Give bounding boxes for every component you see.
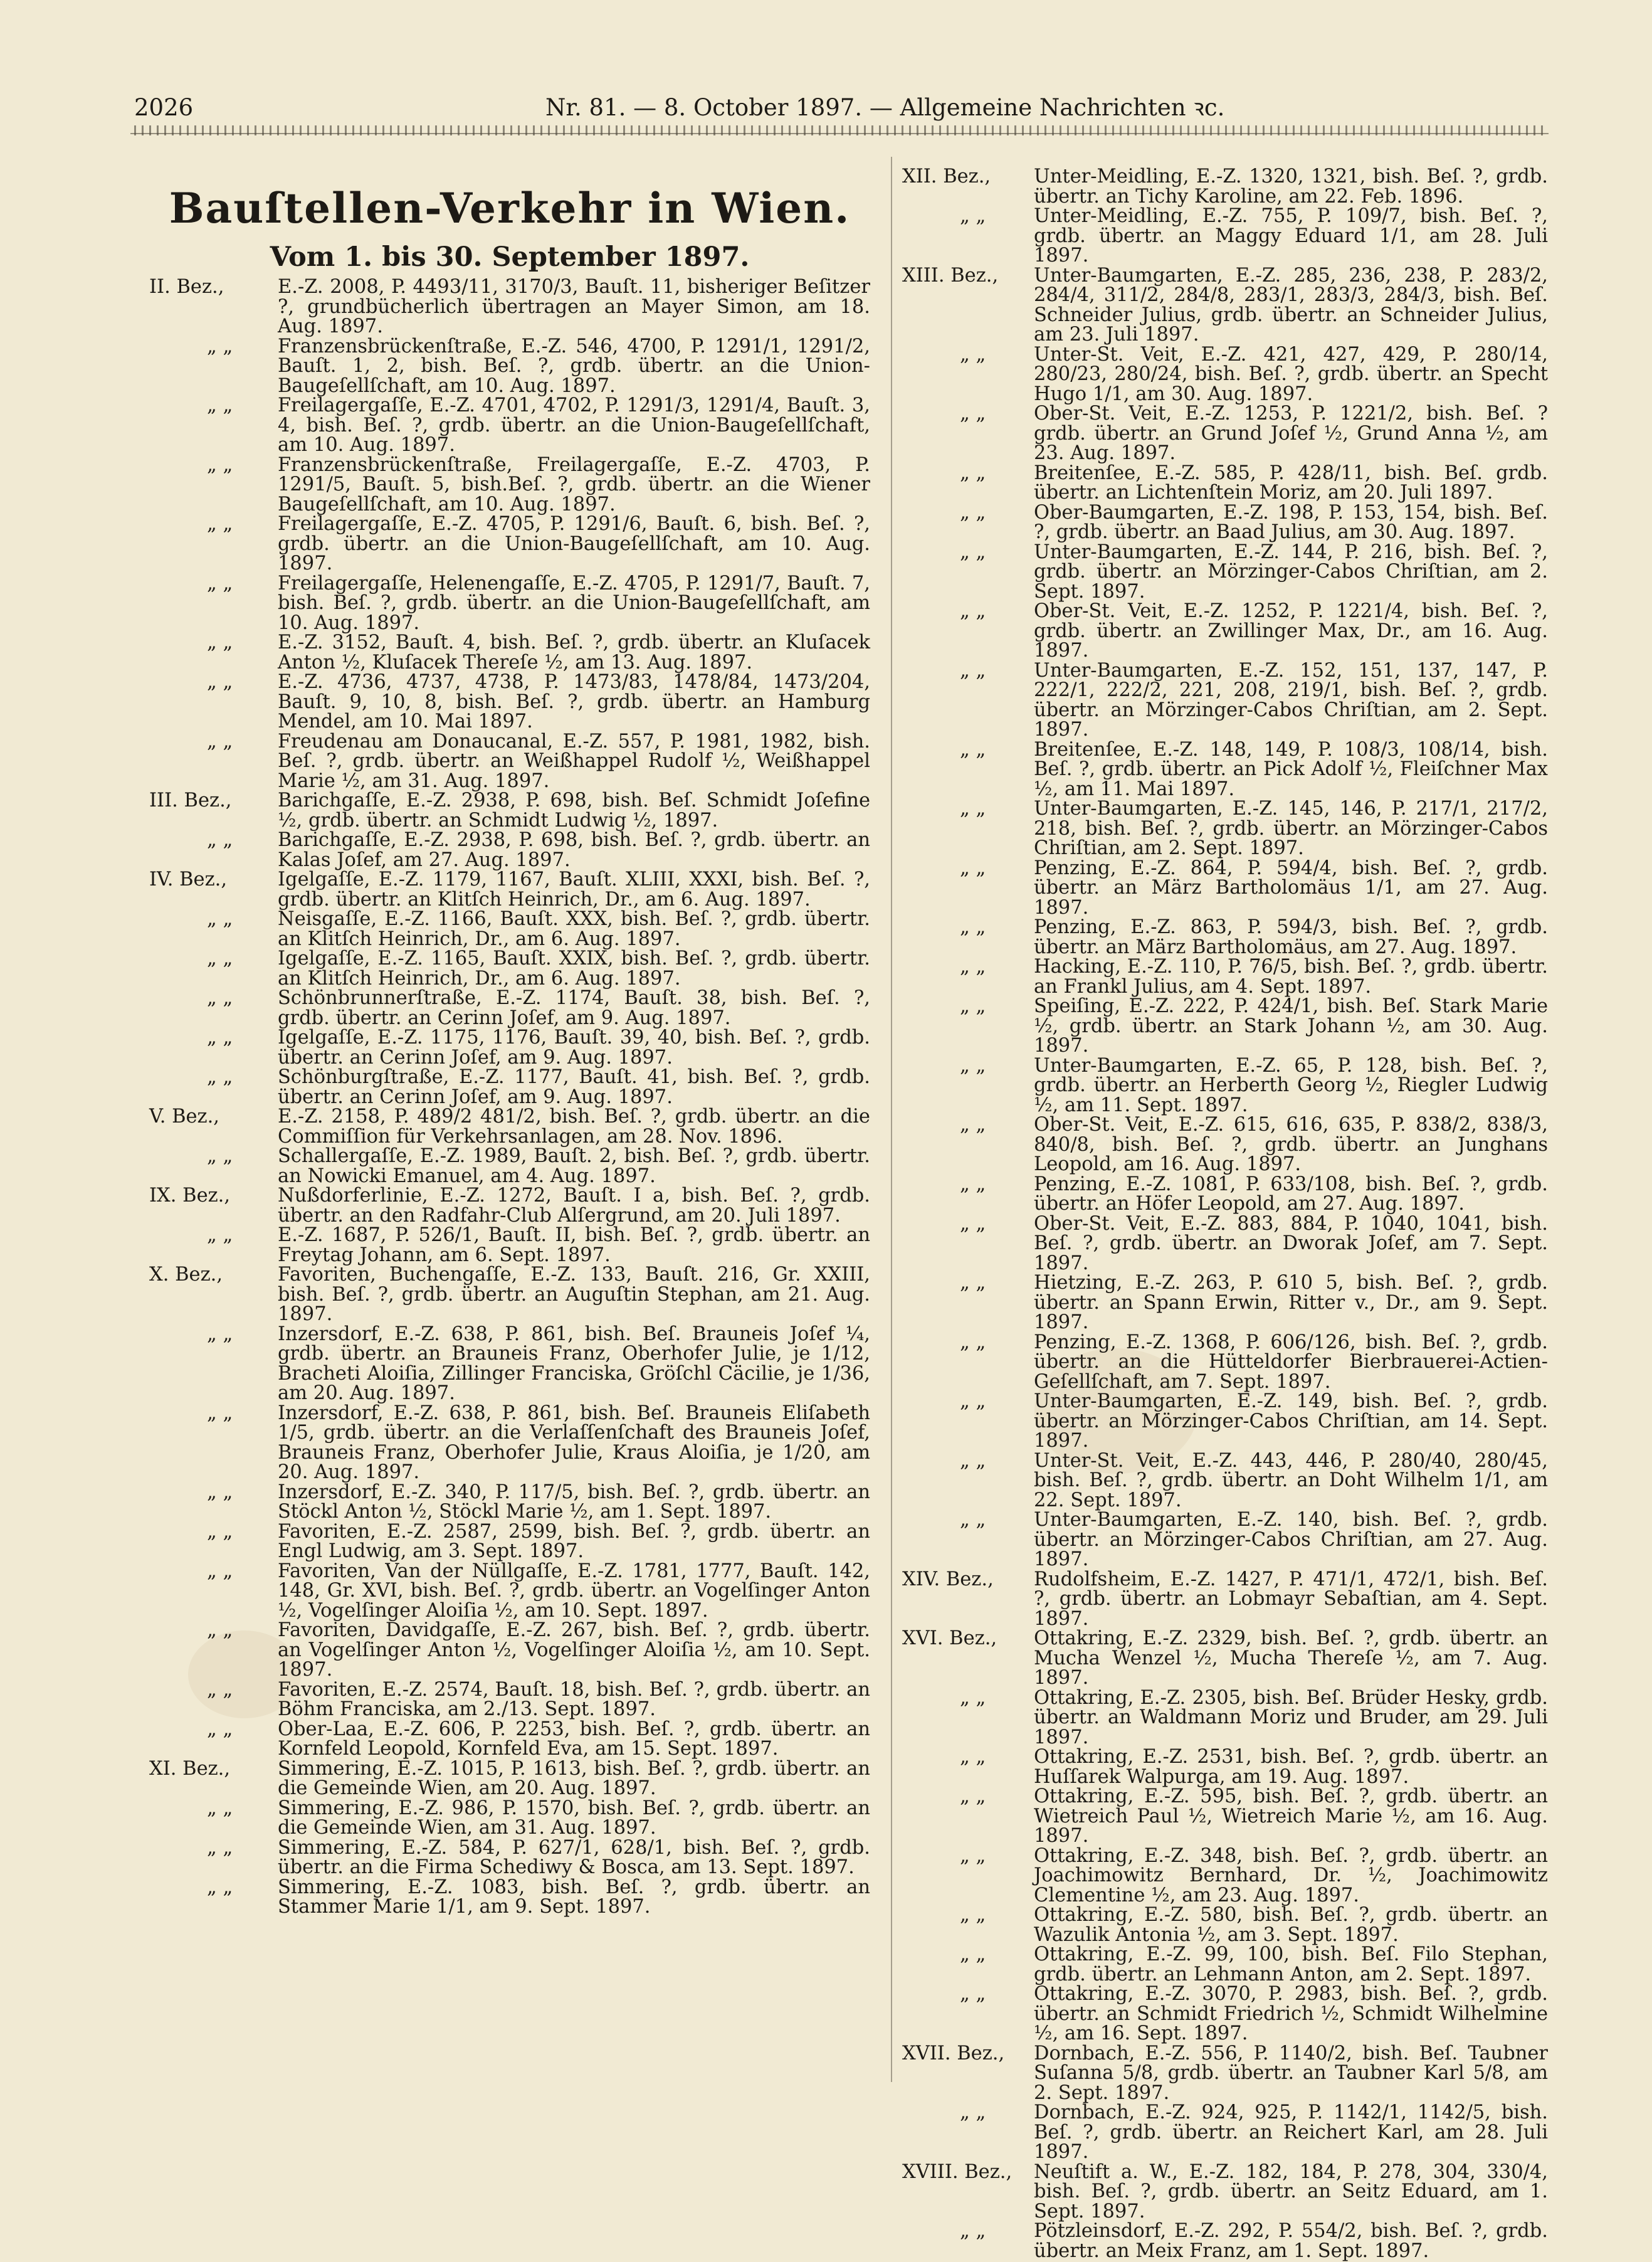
- list-item: [902, 1510, 1548, 1570]
- district-label: „ „: [960, 541, 986, 563]
- entry-text: Neisgaſſe, E.-Z. 1166, Bauſt. XXX, bish. Beſ. ?, grdb. übertr. an Klitſch Heinrich, Dr., am 6. Aug. 1897.: [278, 908, 870, 950]
- district-label: „ „: [207, 829, 233, 851]
- entry-text: Igelgaſſe, E.-Z. 1175, 1176, Bauſt. 39, 40, bish. Beſ. ?, grdb. übertr. an Cerinn Joſef, am 9. Aug. 1897.: [278, 1027, 870, 1069]
- list-item: [149, 1482, 870, 1522]
- list-item: [902, 2221, 1548, 2261]
- entry-text: Favoriten, Van der Nüllgaſſe, E.-Z. 1781, 1777, Bauſt. 142, 148, Gr. XVI, bish. Beſ. ?, grdb. übertr. an Vogelſinger Anton ½, Vogelſinger Aloiſia ½, am 10. Sept. 1897.: [278, 1560, 870, 1622]
- page-header: [134, 92, 1545, 124]
- district-label: „ „: [207, 1402, 233, 1424]
- entry-text: Freilagergaſſe, Helenengaſſe, E.-Z. 4705, P. 1291/7, Bauſt. 7, bish. Beſ. ?, grdb. übertr. an die Union-Baugeſellſchaft, am 10. Aug. 1897.: [278, 572, 870, 634]
- district-label: „ „: [207, 453, 233, 476]
- district-label: III. Bez.,: [149, 790, 232, 811]
- district-label: „ „: [960, 1272, 986, 1294]
- entry-text: Unter-Baumgarten, E.-Z. 149, bish. Beſ. ?, grdb. übertr. an Mörzinger-Cabos Chriſtian, am 14. Sept. 1897.: [1034, 1390, 1548, 1452]
- list-item: [149, 909, 870, 949]
- district-label: „ „: [960, 600, 986, 622]
- entry-text: Rudolfsheim, E.-Z. 1427, P. 471/1, 472/1, bish. Beſ. ?, grdb. übertr. an Lobmayr Sebaſtian, am 4. Sept. 1897.: [1034, 1568, 1548, 1630]
- entry-text: Igelgaſſe, E.-Z. 1165, Bauſt. XXIX, bish. Beſ. ?, grdb. übertr. an Klitſch Heinrich, Dr., am 6. Aug. 1897.: [278, 948, 870, 990]
- entry-text: Simmering, E.-Z. 584, P. 627/1, 628/1, bish. Beſ. ?, grdb. übertr. an die Firma Schediwy & Bosca, am 13. Sept. 1897.: [278, 1836, 870, 1878]
- entry-text: Ottakring, E.-Z. 99, 100, bish. Beſ. Filo Stephan, grdb. übertr. an Lehmann Anton, am 2. Sept. 1897.: [1034, 1943, 1548, 1985]
- list-item: [902, 463, 1548, 503]
- entry-text: Ober-St. Veit, E.-Z. 1253, P. 1221/2, bish. Beſ. ? grdb. übertr. an Grund Joſef ½, Grund Anna ½, am 23. Aug. 1897.: [1034, 403, 1548, 464]
- district-label: XVIII. Bez.,: [902, 2160, 1013, 2183]
- list-item: [149, 1838, 870, 1878]
- district-label: XVII. Bez.,: [902, 2042, 1005, 2064]
- list-item: [149, 574, 870, 633]
- list-item: [902, 266, 1548, 345]
- entry-text: Favoriten, Davidgaſſe, E.-Z. 267, bish. Beſ. ?, grdb. übertr. an Vogelſinger Anton ½, Vogelſinger Aloiſia ½, am 10. Sept. 1897.: [278, 1619, 870, 1681]
- entry-text: Simmering, E.-Z. 986, P. 1570, bish. Beſ. ?, grdb. übertr. an die Gemeinde Wien, am 31. Aug. 1897.: [278, 1797, 870, 1839]
- entry-text: Ottakring, E.-Z. 2531, bish. Beſ. ?, grdb. übertr. an Huſſarek Walpurga, am 19. Aug. 1897.: [1034, 1746, 1548, 1788]
- entry-text: Ober-St. Veit, E.-Z. 615, 616, 635, P. 838/2, 838/3, 840/8, bish. Beſ. ?, grdb. übertr. an Junghans Leopold, am 16. Aug. 1897.: [1034, 1114, 1548, 1175]
- list-item: [149, 1186, 870, 1225]
- entry-text: Ober-St. Veit, E.-Z. 1252, P. 1221/4, bish. Beſ. ?, grdb. übertr. an Zwillinger Max, Dr., am 16. Aug. 1897.: [1034, 600, 1548, 662]
- district-label: „ „: [207, 1027, 233, 1049]
- list-item: [902, 206, 1548, 266]
- district-label: „ „: [960, 738, 986, 761]
- article-title: Bauſtellen-Verkehr in Wien.: [169, 184, 851, 233]
- entry-text: Schönburgſtraße, E.-Z. 1177, Bauſt. 41, bish. Beſ. ?, grdb. übertr. an Cerinn Joſef, am 9. Aug. 1897.: [278, 1066, 870, 1108]
- running-head: Nr. 81. — 8. October 1897. — Allgemeine Nachrichten ꝛc.: [545, 94, 1225, 121]
- list-item: [149, 1620, 870, 1680]
- list-item: [149, 949, 870, 988]
- list-item: [902, 1392, 1548, 1451]
- district-label: XI. Bez.,: [149, 1757, 231, 1780]
- district-label: „ „: [960, 1449, 986, 1472]
- list-item: [149, 1225, 870, 1265]
- entry-text: Schönbrunnerſtraße, E.-Z. 1174, Bauſt. 38, bish. Beſ. ?, grdb. übertr. an Cerinn Joſef, am 9. Aug. 1897.: [278, 987, 870, 1029]
- district-label: „ „: [207, 1520, 233, 1543]
- entry-text: Favoriten, E.-Z. 2574, Bauſt. 18, bish. Beſ. ?, grdb. übertr. an Böhm Franciska, am 2./13. Sept. 1897.: [278, 1678, 870, 1720]
- list-item: [149, 1759, 870, 1799]
- list-item: [149, 672, 870, 732]
- district-label: „ „: [207, 1145, 233, 1167]
- list-item: [149, 1799, 870, 1838]
- list-item: [902, 404, 1548, 463]
- district-label: XII. Bez.,: [902, 166, 991, 188]
- entry-text: Franzensbrückenſtraße, Freilagergaſſe, E.-Z. 4703, P. 1291/5, Bauſt. 5, bish.Beſ. ?, grdb. übertr. an die Wiener Baugeſellſchaft, am 10. Aug. 1897.: [278, 453, 870, 515]
- entry-text: Igelgaſſe, E.-Z. 1179, 1167, Bauſt. XLIII, XXXI, bish. Beſ. ?, grdb. übertr. an Klitſch Heinrich, Dr., am 6. Aug. 1897.: [278, 869, 870, 911]
- district-label: „ „: [960, 1331, 986, 1353]
- list-item: [902, 1333, 1548, 1392]
- entry-text: Simmering, E.-Z. 1015, P. 1613, bish. Beſ. ?, grdb. übertr. an die Gemeinde Wien, am 20. Aug. 1897.: [278, 1757, 870, 1799]
- list-item: [902, 167, 1548, 206]
- list-item: [902, 2044, 1548, 2103]
- right-entry-list: [902, 167, 1548, 2261]
- district-label: „ „: [207, 632, 233, 653]
- entry-text: Unter-Baumgarten, E.-Z. 65, P. 128, bish. Beſ. ?, grdb. übertr. an Herberth Georg ½, Riegler Ludwig ½, am 11. Sept. 1897.: [1034, 1054, 1548, 1116]
- district-label: „ „: [960, 501, 986, 524]
- district-label: „ „: [960, 1686, 986, 1709]
- entry-text: Inzersdorf, E.-Z. 638, P. 861, bish. Beſ. Brauneis Joſef ¼, grdb. übertr. an Brauneis Franz, Oberhofer Julie, je 1/12, Bracheti Aloiſia, Zillinger Franciska, Gröſchl Cäcilie, je 1/36, am 20. Aug. 1897.: [278, 1323, 870, 1404]
- entry-text: Freilagergaſſe, E.-Z. 4705, P. 1291/6, Bauſt. 6, bish. Beſ. ?, grdb. übertr. an die Union-Baugeſellſchaft, am 10. Aug. 1897.: [278, 513, 870, 574]
- district-label: „ „: [207, 394, 233, 416]
- district-label: „ „: [960, 956, 986, 978]
- entry-text: Unter-Baumgarten, E.-Z. 145, 146, P. 217/1, 217/2, 218, bish. Beſ. ?, grdb. übertr. an Mörzinger-Cabos Chriſtian, am 2. Sept. 1897.: [1034, 798, 1548, 859]
- district-label: „ „: [960, 2220, 986, 2242]
- entry-text: Unter-St. Veit, E.-Z. 443, 446, P. 280/40, 280/45, bish. Beſ. ?, grdb. übertr. an Doht Wilhelm 1/1, am 22. Sept. 1897.: [1034, 1449, 1548, 1511]
- list-item: [902, 1570, 1548, 1629]
- district-label: XIV. Bez.,: [902, 1568, 994, 1590]
- entry-text: Ober-Baumgarten, E.-Z. 198, P. 153, 154, bish. Beſ. ?, grdb. übertr. an Baad Julius, am 30. Aug. 1897.: [1034, 501, 1548, 543]
- list-item: [902, 1747, 1548, 1787]
- district-label: „ „: [960, 343, 986, 366]
- entry-text: Unter-Baumgarten, E.-Z. 140, bish. Beſ. ?, grdb. übertr. an Mörzinger-Cabos Chriſtian, am 27. Aug. 1897.: [1034, 1509, 1548, 1570]
- right-column: [902, 167, 1548, 2261]
- entry-text: Penzing, E.-Z. 863, P. 594/3, bish. Beſ. ?, grdb. übertr. an März Bartholomäus, am 27. Aug. 1897.: [1034, 916, 1548, 958]
- list-item: [149, 514, 870, 574]
- district-label: „ „: [207, 1224, 233, 1246]
- entry-text: Ottakring, E.-Z. 2305, bish. Beſ. Brüder Hesky, grdb. übertr. an Waldmann Moriz und Bruder, am 29. Juli 1897.: [1034, 1686, 1548, 1748]
- district-label: „ „: [960, 1390, 986, 1412]
- district-label: „ „: [960, 916, 986, 938]
- entry-text: Neuſtift a. W., E.-Z. 182, 184, P. 278, 304, 330/4, bish. Beſ. ?, grdb. übertr. an Seitz Eduard, am 1. Sept. 1897.: [1034, 2160, 1548, 2222]
- list-item: [149, 1680, 870, 1720]
- list-item: [149, 455, 870, 515]
- entry-text: Penzing, E.-Z. 1081, P. 633/108, bish. Beſ. ?, grdb. übertr. an Höfer Leopold, am 27. Aug. 1897.: [1034, 1173, 1548, 1215]
- entry-text: Inzersdorf, E.-Z. 340, P. 117/5, bish. Beſ. ?, grdb. übertr. an Stöckl Anton ½, Stöckl Marie ½, am 1. Sept. 1897.: [278, 1481, 870, 1523]
- district-label: IX. Bez.,: [149, 1185, 231, 1207]
- list-item: [902, 1846, 1548, 1906]
- entry-text: Ottakring, E.-Z. 580, bish. Beſ. ?, grdb. übertr. an Wazulik Antonia ½, am 3. Sept. 1897.: [1034, 1904, 1548, 1946]
- district-label: „ „: [207, 335, 233, 357]
- entry-text: Ober-Laa, E.-Z. 606, P. 2253, bish. Beſ. ?, grdb. übertr. an Kornfeld Leopold, Kornfeld Eva, am 15. Sept. 1897.: [278, 1718, 870, 1760]
- entry-text: Ottakring, E.-Z. 3070, P. 2983, bish. Beſ. ?, grdb. übertr. an Schmidt Friedrich ½, Schmidt Wilhelmine ½, am 16. Sept. 1897.: [1034, 1983, 1548, 2044]
- entry-text: Dornbach, E.-Z. 556, P. 1140/2, bish. Beſ. Taubner Suſanna 5/8, grdb. übertr. an Taubner Karl 5/8, am 2. Sept. 1897.: [1034, 2042, 1548, 2104]
- entry-text: Ottakring, E.-Z. 348, bish. Beſ. ?, grdb. übertr. an Joachimowitz Bernhard, Dr. ½, Joachimowitz Clementine ½, am 23. Aug. 1897.: [1034, 1844, 1548, 1906]
- list-item: [902, 957, 1548, 996]
- list-item: [902, 1214, 1548, 1274]
- district-label: „ „: [207, 948, 233, 970]
- list-item: [149, 988, 870, 1028]
- list-item: [902, 917, 1548, 957]
- list-item: [149, 1878, 870, 1917]
- list-item: [902, 859, 1548, 918]
- entry-text: Ottakring, E.-Z. 595, bish. Beſ. ?, grdb. übertr. an Wietreich Paul ½, Wietreich Marie ½, am 16. Aug. 1897.: [1034, 1785, 1548, 1847]
- list-item: [902, 1273, 1548, 1333]
- entry-text: Ober-St. Veit, E.-Z. 883, 884, P. 1040, 1041, bish. Beſ. ?, grdb. übertr. an Dworak Joſef, am 7. Sept. 1897.: [1034, 1212, 1548, 1274]
- list-item: [902, 542, 1548, 602]
- entry-text: Breitenſee, E.-Z. 585, P. 428/11, bish. Beſ. grdb. übertr. an Lichtenſtein Moriz, am 20. Juli 1897.: [1034, 462, 1548, 504]
- list-item: [902, 1629, 1548, 1688]
- district-label: II. Bez.,: [149, 276, 224, 298]
- list-item: [902, 661, 1548, 740]
- district-label: „ „: [960, 1054, 986, 1077]
- district-label: „ „: [960, 659, 986, 682]
- entry-text: E.-Z. 4736, 4737, 4738, P. 1473/83, 1478/84, 1473/204, Bauſt. 9, 10, 8, bish. Beſ. ?, grdb. übertr. an Hamburg Mendel, am 10. Mai 1897.: [278, 671, 870, 732]
- entry-text: Unter-Meidling, E.-Z. 755, P. 109/7, bish. Beſ. ?, grdb. übertr. an Maggy Eduard 1/1, am 28. Juli 1897.: [1034, 205, 1548, 267]
- district-label: „ „: [960, 1114, 986, 1136]
- list-item: [149, 1562, 870, 1621]
- article-subtitle: Vom 1. bis 30. September 1897.: [270, 241, 750, 273]
- entry-text: Freudenau am Donaucanal, E.-Z. 557, P. 1981, 1982, bish. Beſ. ?, grdb. übertr. an Weißhappel Rudolf ½, Weißhappel Marie ½, am 31. Aug. 1897.: [278, 730, 870, 792]
- district-label: „ „: [960, 1173, 986, 1195]
- district-label: „ „: [960, 1212, 986, 1235]
- list-item: [902, 1175, 1548, 1214]
- district-label: „ „: [207, 1481, 233, 1503]
- district-label: „ „: [207, 572, 233, 595]
- entry-text: Breitenſee, E.-Z. 148, 149, P. 108/3, 108/14, bish. Beſ. ?, grdb. übertr. an Pick Adolf ½, Fleiſchner Max ½, am 11. Mai 1897.: [1034, 738, 1548, 800]
- left-column: [149, 173, 870, 1917]
- entry-text: Barichgaſſe, E.-Z. 2938, P. 698, bish. Beſ. Schmidt Joſefine ½, grdb. übertr. an Schmidt Ludwig ½, 1897.: [278, 790, 870, 832]
- entry-text: Favoriten, Buchengaſſe, E.-Z. 133, Bauſt. 216, Gr. XXIII, bish. Beſ. ?, grdb. übertr. an Auguſtin Stephan, am 21. Aug. 1897.: [278, 1264, 870, 1325]
- entry-text: Unter-Meidling, E.-Z. 1320, 1321, bish. Beſ. ?, grdb. übertr. an Tichy Karoline, am 22. Feb. 1896.: [1034, 166, 1548, 208]
- entry-text: Franzensbrückenſtraße, E.-Z. 546, 4700, P. 1291/1, 1291/2, Bauſt. 1, 2, bish. Beſ. ?, grdb. übertr. an die Union-Baugeſellſchaft, am 10. Aug. 1897.: [278, 335, 870, 397]
- entry-text: Inzersdorf, E.-Z. 638, P. 861, bish. Beſ. Brauneis Eliſabeth 1/5, grdb. übertr. an die Verlaſſenſchaft des Brauneis Joſef, Brauneis Franz, Oberhofer Julie, Kraus Aloiſia, je 1/20, am 20. Aug. 1897.: [278, 1402, 870, 1483]
- list-item: [149, 1403, 870, 1482]
- list-item: [149, 1265, 870, 1324]
- entry-text: E.-Z. 1687, P. 526/1, Bauſt. II, bish. Beſ. ?, grdb. übertr. an Freytag Johann, am 6. Sept. 1897.: [278, 1224, 870, 1266]
- list-item: [902, 740, 1548, 800]
- district-label: „ „: [207, 908, 233, 930]
- list-item: [902, 1905, 1548, 1945]
- district-label: „ „: [960, 995, 986, 1017]
- district-label: „ „: [960, 1844, 986, 1867]
- entry-text: Freilagergaſſe, E.-Z. 4701, 4702, P. 1291/3, 1291/4, Bauſt. 3, 4, bish. Beſ. ?, grdb. übertr. an die Union-Baugeſellſchaft, am 10. Aug. 1897.: [278, 394, 870, 456]
- entry-text: Favoriten, E.-Z. 2587, 2599, bish. Beſ. ?, grdb. übertr. an Engl Ludwig, am 3. Sept. 1897.: [278, 1520, 870, 1562]
- list-item: [149, 1720, 870, 1759]
- district-label: „ „: [960, 1509, 986, 1531]
- left-entry-list: [149, 277, 870, 1917]
- district-label: „ „: [207, 671, 233, 693]
- district-label: „ „: [207, 1066, 233, 1088]
- entry-text: Pötzleinsdorf, E.-Z. 292, P. 554/2, bish. Beſ. ?, grdb. übertr. an Meix Franz, am 1. Sept. 1897.: [1034, 2220, 1548, 2262]
- district-label: „ „: [960, 857, 986, 879]
- district-label: „ „: [960, 205, 986, 227]
- district-label: „ „: [207, 1560, 233, 1582]
- entry-text: Unter-St. Veit, E.-Z. 421, 427, 429, P. 280/14, 280/23, 280/24, bish. Beſ. ?, grdb. übertr. an Specht Hugo 1/1, am 30. Aug. 1897.: [1034, 343, 1548, 405]
- entry-text: Speiſing, E.-Z. 222, P. 424/1, bish. Beſ. Stark Marie ½, grdb. übertr. an Stark Johann ½, am 30. Aug. 1897.: [1034, 995, 1548, 1057]
- entry-text: Hacking, E.-Z. 110, P. 76/5, bish. Beſ. ?, grdb. übertr. an Frankl Julius, am 4. Sept. 1897.: [1034, 956, 1548, 998]
- list-item: [149, 791, 870, 830]
- district-label: IV. Bez.,: [149, 869, 228, 891]
- district-label: „ „: [960, 462, 986, 484]
- list-item: [902, 996, 1548, 1056]
- district-label: „ „: [207, 1323, 233, 1345]
- district-label: „ „: [207, 1797, 233, 1819]
- entry-text: Unter-Baumgarten, E.-Z. 285, 236, 238, P. 283/2, 284/4, 311/2, 284/8, 283/1, 283/3, 284/3, bish. Beſ. Schneider Julius, grdb. übertr. an Schneider Julius, am 23. Juli 1897.: [1034, 264, 1548, 346]
- list-item: [149, 1324, 870, 1403]
- entry-text: Schallergaſſe, E.-Z. 1989, Bauſt. 2, bish. Beſ. ?, grdb. übertr. an Nowicki Emanuel, am 4. Aug. 1897.: [278, 1145, 870, 1187]
- entry-text: Hietzing, E.-Z. 263, P. 610 5, bish. Beſ. ?, grdb. übertr. an Spann Erwin, Ritter v., Dr., am 9. Sept. 1897.: [1034, 1272, 1548, 1333]
- district-label: „ „: [207, 1678, 233, 1701]
- list-item: [149, 1028, 870, 1067]
- district-label: „ „: [960, 1785, 986, 1807]
- entry-text: Unter-Baumgarten, E.-Z. 144, P. 216, bish. Beſ. ?, grdb. übertr. an Mörzinger-Cabos Chriſtian, am 2. Sept. 1897.: [1034, 541, 1548, 603]
- list-item: [149, 1522, 870, 1562]
- entry-text: E.-Z. 2158, P. 489/2 481/2, bish. Beſ. ?, grdb. übertr. an die Commiſſion für Verkehrsanlagen, am 28. Nov. 1896.: [278, 1106, 870, 1148]
- entry-text: Penzing, E.-Z. 864, P. 594/4, bish. Beſ. ?, grdb. übertr. an März Bartholomäus 1/1, am 27. Aug. 1897.: [1034, 857, 1548, 919]
- district-label: „ „: [960, 1904, 986, 1926]
- list-item: [902, 1945, 1548, 1984]
- list-item: [902, 601, 1548, 661]
- district-label: „ „: [960, 798, 986, 820]
- list-item: [149, 1067, 870, 1107]
- list-item: [902, 1787, 1548, 1846]
- list-item: [902, 1451, 1548, 1511]
- list-item: [902, 345, 1548, 404]
- entry-text: E.-Z. 2008, P. 4493/11, 3170/3, Bauſt. 11, bisheriger Beſitzer ?, grundbücherlich übertragen an Mayer Simon, am 18. Aug. 1897.: [278, 276, 870, 337]
- list-item: [902, 503, 1548, 542]
- list-item: [902, 1688, 1548, 1748]
- district-label: „ „: [207, 513, 233, 535]
- list-item: [149, 277, 870, 337]
- list-item: [902, 1056, 1548, 1116]
- district-label: V. Bez.,: [149, 1106, 220, 1128]
- district-label: X. Bez.,: [149, 1264, 223, 1286]
- entry-text: E.-Z. 3152, Bauſt. 4, bish. Beſ. ?, grdb. übertr. an Kluſacek Anton ½, Kluſacek Thereſe ½, am 13. Aug. 1897.: [278, 632, 870, 674]
- district-label: „ „: [207, 1619, 233, 1641]
- list-item: [902, 1115, 1548, 1175]
- district-label: „ „: [207, 1876, 233, 1898]
- district-label: XIII. Bez.,: [902, 264, 999, 287]
- district-label: „ „: [207, 1836, 233, 1859]
- list-item: [902, 1984, 1548, 2044]
- list-item: [149, 1107, 870, 1146]
- district-label: „ „: [960, 1746, 986, 1768]
- entry-text: Nußdorferlinie, E.-Z. 1272, Bauſt. I a, bish. Beſ. ?, grdb. übertr. an den Radfahr-Club Alſergrund, am 20. Juli 1897.: [278, 1185, 870, 1227]
- list-item: [149, 337, 870, 396]
- district-label: „ „: [207, 1718, 233, 1740]
- list-item: [149, 396, 870, 455]
- entry-text: Penzing, E.-Z. 1368, P. 606/126, bish. Beſ. ?, grdb. übertr. an die Hütteldorfer Bierbrauerei-Actien-Geſellſchaft, am 7. Sept. 1897.: [1034, 1331, 1548, 1393]
- district-label: „ „: [960, 403, 986, 425]
- entry-text: Simmering, E.-Z. 1083, bish. Beſ. ?, grdb. übertr. an Stammer Marie 1/1, am 9. Sept. 1897.: [278, 1876, 870, 1918]
- list-item: [149, 633, 870, 672]
- entry-text: Ottakring, E.-Z. 2329, bish. Beſ. ?, grdb. übertr. an Mucha Wenzel ½, Mucha Thereſe ½, am 7. Aug. 1897.: [1034, 1627, 1548, 1689]
- list-item: [902, 2103, 1548, 2162]
- list-item: [149, 830, 870, 870]
- district-label: „ „: [960, 2101, 986, 2123]
- header-rule-line: [130, 133, 1549, 134]
- entry-text: Barichgaſſe, E.-Z. 2938, P. 698, bish. Beſ. ?, grdb. übertr. an Kalas Joſef, am 27. Aug. 1897.: [278, 829, 870, 871]
- list-item: [902, 799, 1548, 859]
- entry-text: Dornbach, E.-Z. 924, 925, P. 1142/1, 1142/5, bish. Beſ. ?, grdb. übertr. an Reichert Karl, am 28. Juli 1897.: [1034, 2101, 1548, 2163]
- district-label: XVI. Bez.,: [902, 1627, 997, 1649]
- column-divider: [891, 157, 892, 2082]
- list-item: [902, 2162, 1548, 2222]
- district-label: „ „: [207, 730, 233, 753]
- entry-text: Unter-Baumgarten, E.-Z. 152, 151, 137, 147, P. 222/1, 222/2, 221, 208, 219/1, bish. Beſ. ?, grdb. übertr. an Mörzinger-Cabos Chriſtian, am 2. Sept. 1897.: [1034, 659, 1548, 741]
- page-number: 2026: [134, 94, 194, 121]
- district-label: „ „: [207, 987, 233, 1009]
- district-label: „ „: [960, 1943, 986, 1965]
- list-item: [149, 870, 870, 909]
- list-item: [149, 1146, 870, 1186]
- list-item: [149, 732, 870, 791]
- district-label: „ „: [960, 1983, 986, 2005]
